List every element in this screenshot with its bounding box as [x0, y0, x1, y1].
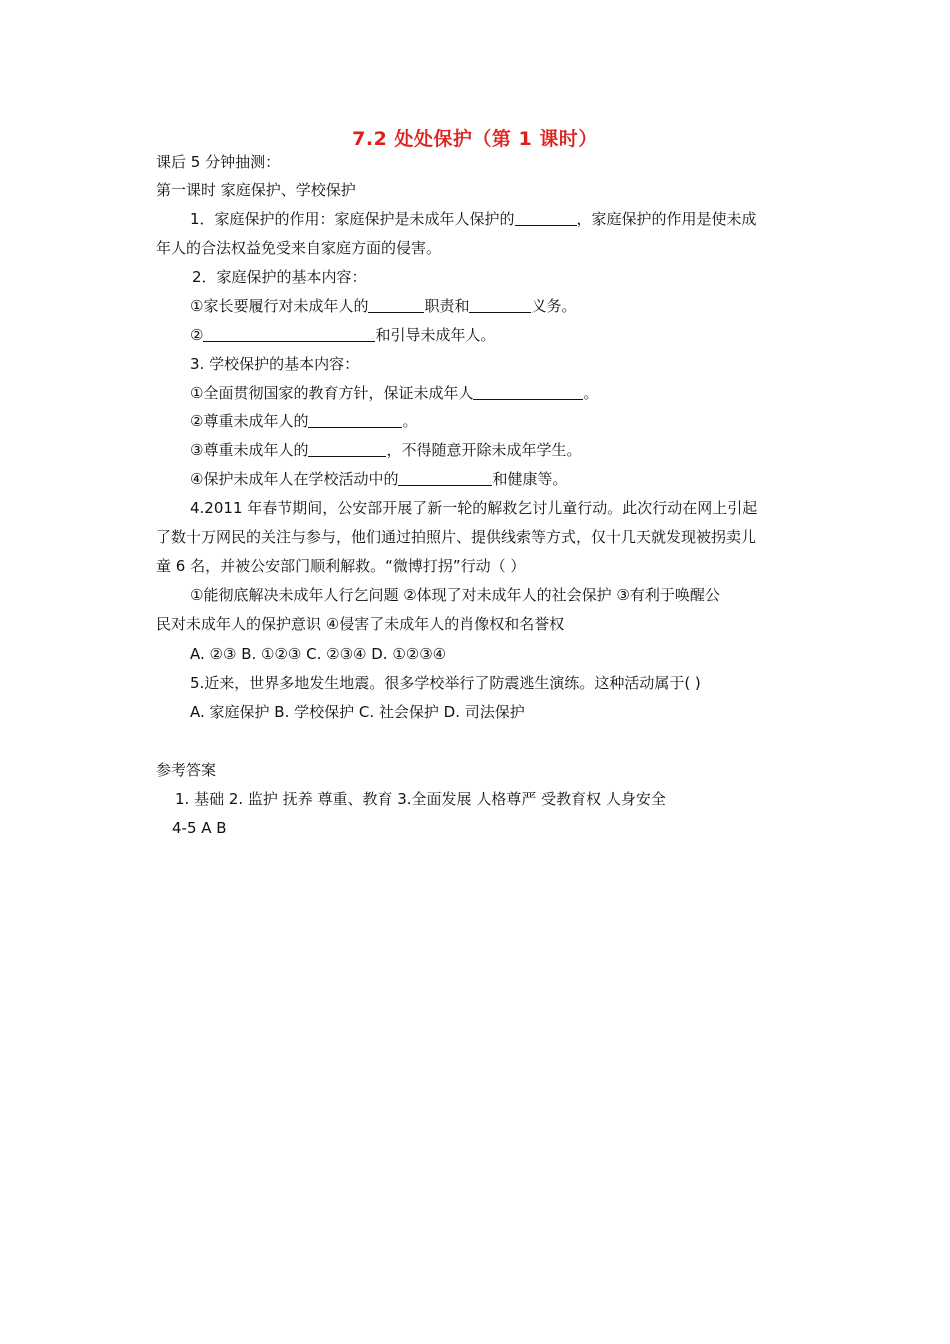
- answer-blank: [203, 327, 375, 342]
- question-4-statements-2: 民对未成年人的保护意识 ④侵害了未成年人的肖像权和名誉权: [156, 615, 565, 633]
- question-5-stem: 5.近来，世界多地发生地震。很多学校举行了防震逃生演练。这种活动属于( ): [190, 674, 701, 692]
- answer-blank: [368, 298, 424, 313]
- answer-blank: [398, 471, 492, 486]
- answer-blank: [308, 442, 386, 457]
- question-4-line-3: 童 6 名，并被公安部门顺利解救。“微博打拐”行动（ ）: [156, 557, 526, 575]
- answer-blank: [473, 385, 583, 400]
- subtitle: 课后 5 分钟抽测：: [156, 153, 281, 171]
- question-3-item-3: [190, 440, 581, 460]
- question-2-item-1-text-b: 职责和: [424, 297, 470, 315]
- question-3-item-2-text-b: 。: [402, 412, 418, 430]
- section-heading: 第一课时 家庭保护、学校保护: [156, 181, 356, 199]
- question-2-item-1: [190, 296, 576, 316]
- question-2-item-1-text-a: ①家长要履行对未成年人的: [190, 297, 369, 315]
- question-3-heading: 3. 学校保护的基本内容：: [190, 355, 360, 373]
- answer-blank: [469, 298, 531, 313]
- question-2-item-2-text-a: ②: [190, 326, 204, 344]
- question-3-item-4-text-a: ④保护未成年人在学校活动中的: [190, 470, 399, 488]
- answer-blank: [308, 413, 402, 428]
- question-3-item-1: [190, 383, 598, 403]
- question-4-line-2: 了数十万网民的关注与参与，他们通过拍照片、提供线索等方式，仅十几天就发现被拐卖儿: [156, 528, 757, 546]
- question-3-item-2-text-a: ②尊重未成年人的: [190, 412, 309, 430]
- question-2-item-2-text-b: 和引导未成年人。: [375, 326, 496, 344]
- question-3-item-3-text-b: ，不得随意开除未成年学生。: [386, 441, 582, 459]
- question-1-line-1: [190, 209, 757, 229]
- question-1-text-a: 1．家庭保护的作用：家庭保护是未成年人保护的: [190, 210, 515, 228]
- answers-heading: 参考答案: [156, 761, 217, 779]
- question-3-item-1-text-a: ①全面贯彻国家的教育方针，保证未成年人: [190, 384, 474, 402]
- question-2-item-2: [190, 325, 495, 345]
- question-2-item-1-text-c: 义务。: [531, 297, 577, 315]
- question-4-statements-1: ①能彻底解决未成年人行乞问题 ②体现了对未成年人的社会保护 ③有利于唤醒公: [190, 586, 720, 604]
- answer-blank: [515, 211, 577, 226]
- question-3-item-3-text-a: ③尊重未成年人的: [190, 441, 309, 459]
- question-2-heading: 2．家庭保护的基本内容：: [192, 268, 367, 286]
- page-title: 7.2 处处保护（第 1 课时）: [352, 128, 598, 150]
- question-1-line-2: 年人的合法权益免受来自家庭方面的侵害。: [156, 239, 442, 257]
- question-3-item-4-text-b: 和健康等。: [492, 470, 568, 488]
- answers-line-1: 1. 基础 2. 监护 抚养 尊重、教育 3.全面发展 人格尊严 受教育权 人身安全: [175, 790, 666, 808]
- question-4-options: A. ②③ B. ①②③ C. ②③④ D. ①②③④: [190, 645, 447, 663]
- question-3-item-4: [190, 469, 567, 489]
- question-3-item-2: [190, 411, 417, 431]
- answers-line-2: 4-5 A B: [172, 819, 227, 837]
- question-4-line-1: 4.2011 年春节期间，公安部开展了新一轮的解救乞讨儿童行动。此次行动在网上引起: [190, 499, 758, 517]
- question-5-options: A. 家庭保护 B. 学校保护 C. 社会保护 D. 司法保护: [190, 703, 525, 721]
- question-3-item-1-text-b: 。: [583, 384, 599, 402]
- question-1-text-b: ，家庭保护的作用是使未成: [576, 210, 757, 228]
